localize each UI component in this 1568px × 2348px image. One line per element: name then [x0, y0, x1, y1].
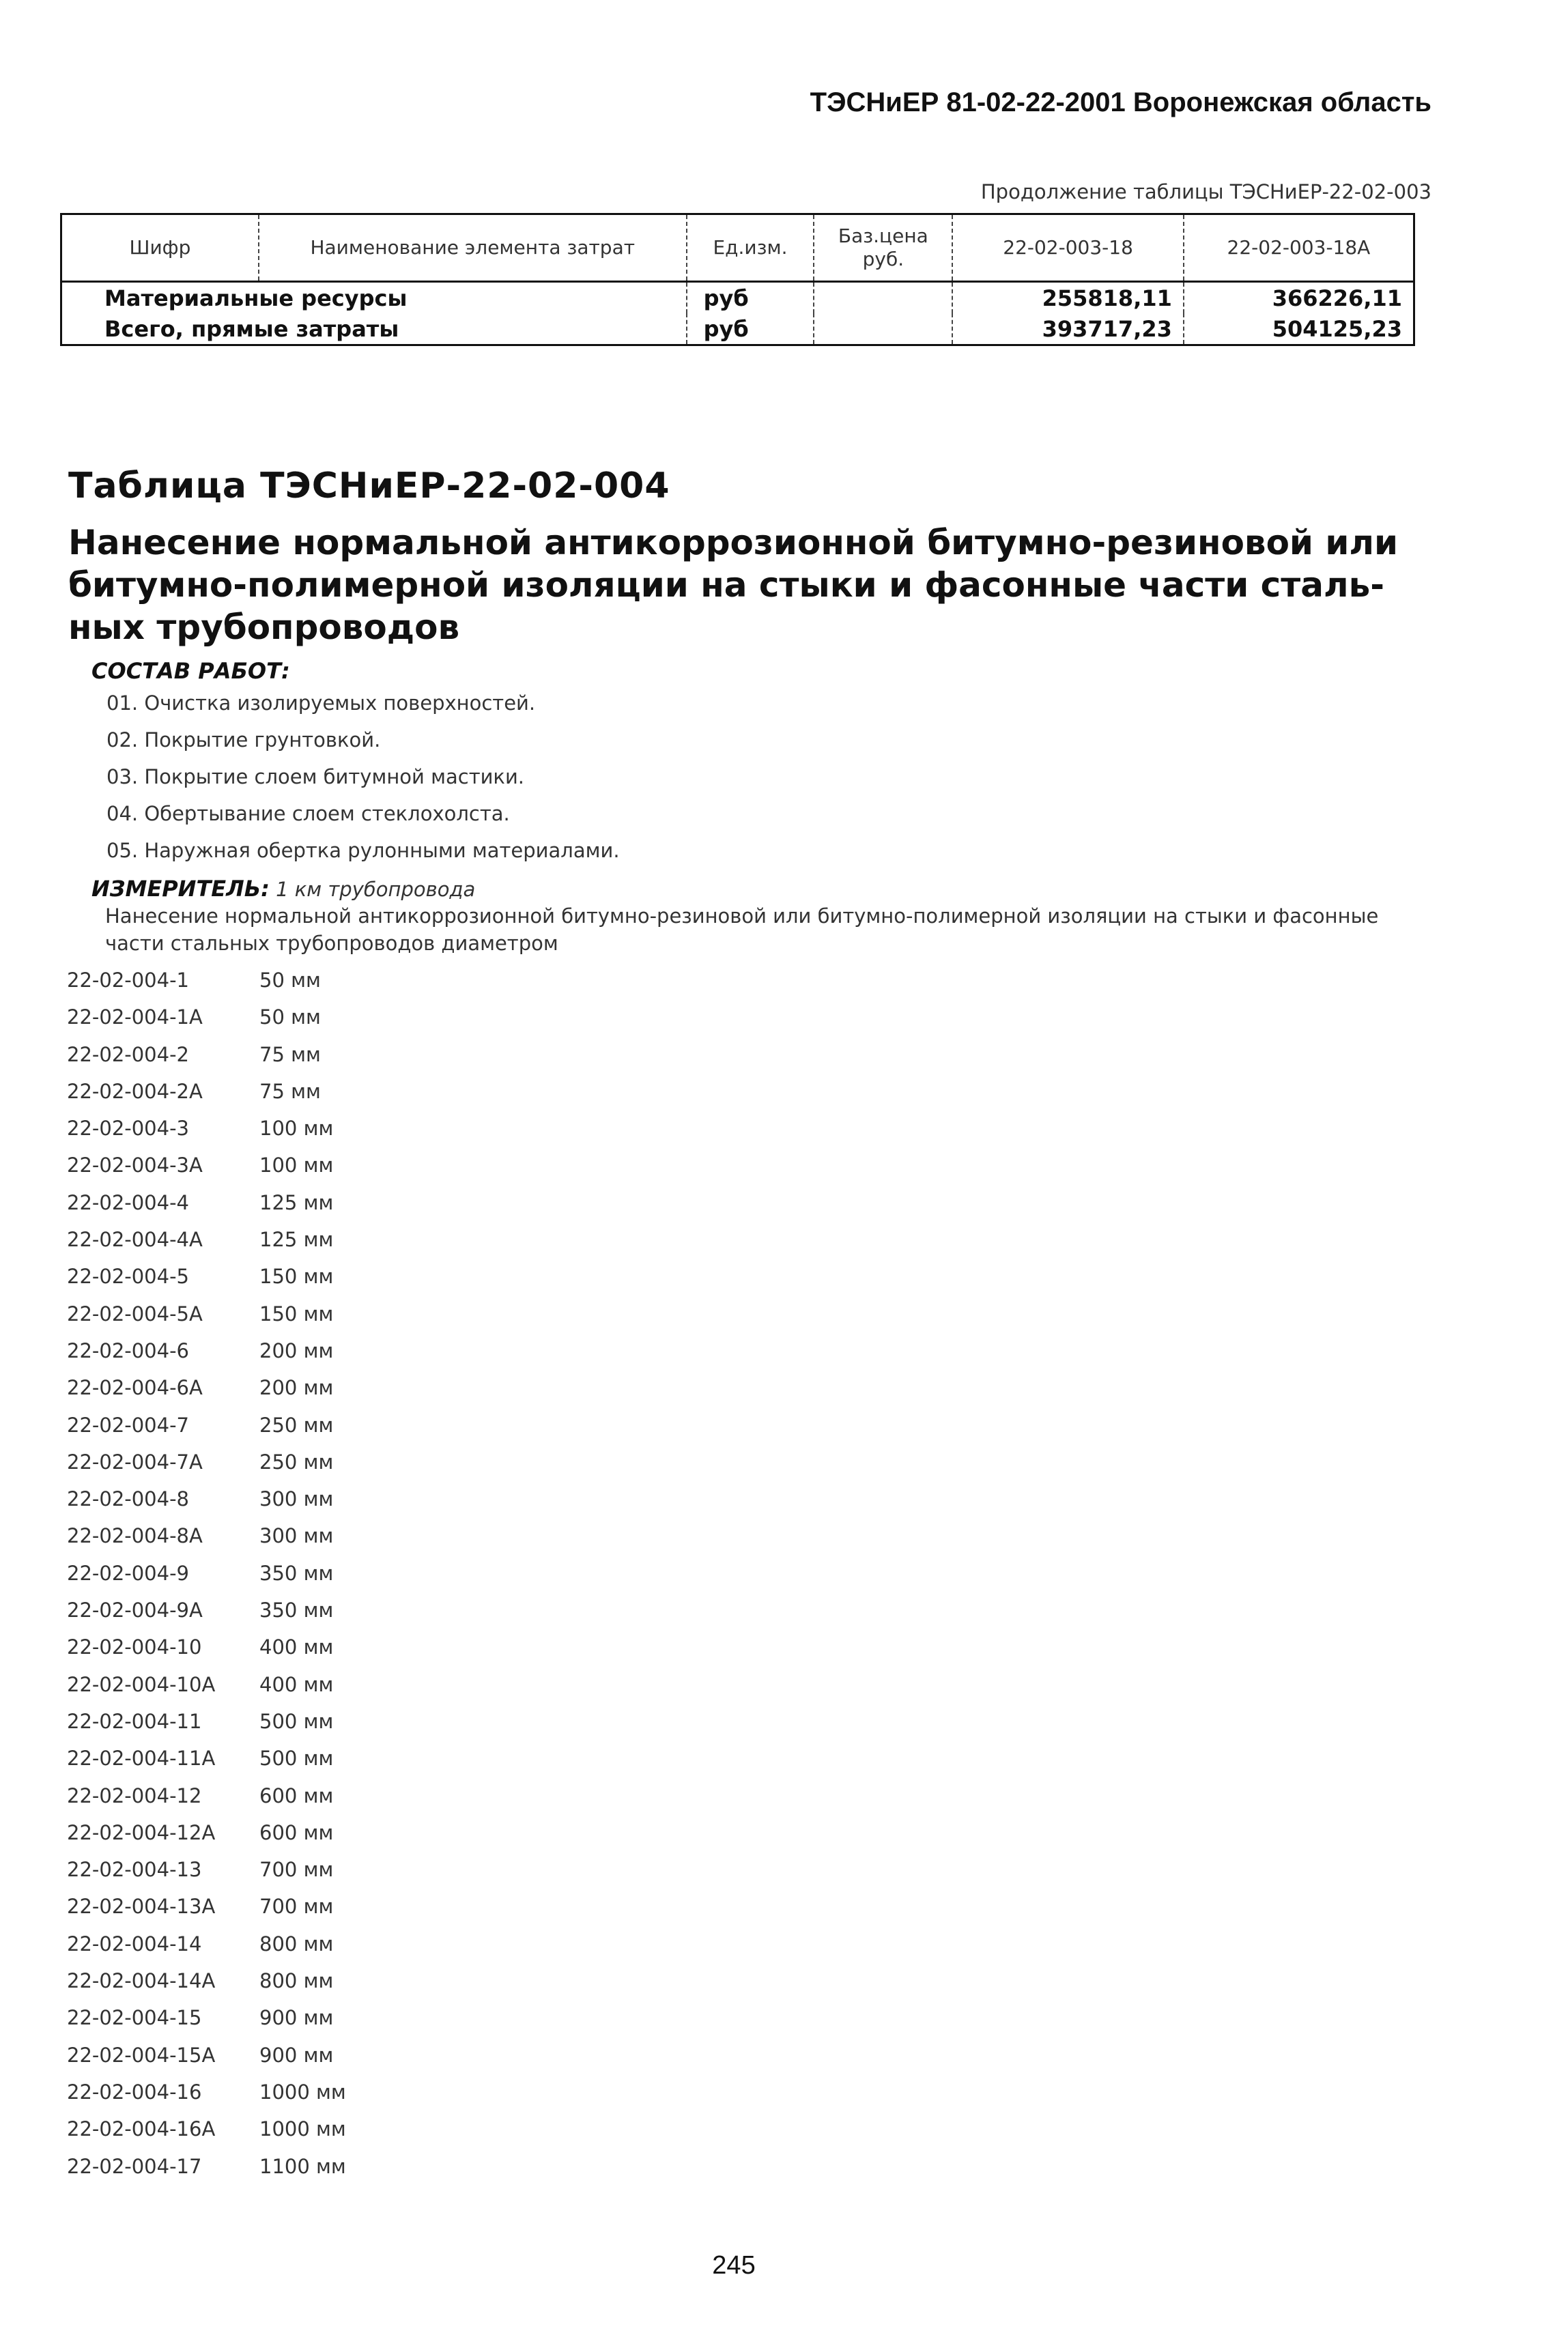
pipe-diameter: 50 мм: [259, 1005, 321, 1029]
list-item: [67, 1115, 346, 1151]
list-item: [67, 1448, 346, 1485]
row-base-price: [814, 282, 952, 314]
works-label: СОСТАВ РАБОТ:: [91, 658, 290, 684]
pipe-diameter: 600 мм: [259, 1784, 334, 1807]
norm-code: 22-02-004-5А: [67, 1302, 203, 1326]
norm-code: 22-02-004-12: [67, 1784, 202, 1807]
row-value-1: 393717,23: [952, 313, 1184, 345]
list-item: [67, 1263, 346, 1300]
norm-code: 22-02-004-7: [67, 1413, 189, 1437]
list-item: [67, 1967, 346, 2004]
column-header-code: Шифр: [61, 214, 259, 282]
pipe-diameter: 125 мм: [259, 1190, 334, 1214]
row-base-price: [814, 313, 952, 345]
norm-code: 22-02-004-15: [67, 2006, 202, 2030]
norm-code: 22-02-004-3: [67, 1117, 189, 1141]
list-item: [67, 1078, 346, 1115]
codes-list: [67, 967, 346, 2190]
pipe-diameter: 400 мм: [259, 1635, 334, 1659]
pipe-diameter: 50 мм: [259, 969, 321, 992]
norm-code: 22-02-004-15А: [67, 2043, 216, 2067]
norm-code: 22-02-004-2А: [67, 1079, 203, 1103]
row-value-1: 255818,11: [952, 282, 1184, 314]
pipe-diameter: 75 мм: [259, 1079, 321, 1103]
norm-code: 22-02-004-8А: [67, 1524, 203, 1548]
table-row: [61, 282, 1414, 314]
meter-value: 1 км трубопровода: [276, 878, 476, 901]
meter-label: ИЗМЕРИТЕЛЬ:: [91, 876, 270, 902]
norm-code: 22-02-004-9: [67, 1561, 189, 1585]
list-item: [67, 1708, 346, 1745]
list-item: [67, 1226, 346, 1263]
pipe-diameter: 400 мм: [259, 1672, 334, 1696]
pipe-diameter: 300 мм: [259, 1524, 334, 1548]
pipe-diameter: 700 мм: [259, 1895, 334, 1919]
list-item: [67, 1151, 346, 1188]
table-description: Нанесение нормальной антикоррозионной битумно-резиновой или битумно-полимерной изоляции на стыки и фасонные части сталь-ных трубопроводов: [68, 523, 1399, 647]
list-item: [67, 2004, 346, 2041]
list-item: [67, 1597, 346, 1633]
list-item: [67, 1374, 346, 1411]
row-value-2: 504125,23: [1184, 313, 1414, 345]
pipe-diameter: 900 мм: [259, 2043, 334, 2067]
norm-code: 22-02-004-7А: [67, 1450, 203, 1474]
list-item: [67, 967, 346, 1003]
norm-code: 22-02-004-14А: [67, 1969, 216, 1993]
list-item: [67, 1189, 346, 1226]
list-item: [67, 2042, 346, 2078]
row-unit: руб: [687, 313, 814, 345]
norm-code: 22-02-004-11: [67, 1709, 202, 1733]
pipe-diameter: 250 мм: [259, 1413, 334, 1437]
pipe-diameter: 300 мм: [259, 1487, 334, 1511]
norm-code: 22-02-004-12А: [67, 1820, 216, 1844]
norm-code: 22-02-004-6: [67, 1338, 189, 1362]
works-list: [106, 689, 620, 874]
norm-code: 22-02-004-4: [67, 1190, 189, 1214]
pipe-diameter: 100 мм: [259, 1117, 334, 1141]
pipe-diameter: 75 мм: [259, 1042, 321, 1066]
pipe-diameter: 200 мм: [259, 1338, 334, 1362]
meter-description: Нанесение нормальной антикоррозионной битумно-резиновой или битумно-полимерной изоляции на стыки и фасонные части стальных трубопроводов диаметром: [105, 904, 1379, 955]
pipe-diameter: 1000 мм: [259, 2080, 346, 2104]
pipe-diameter: 600 мм: [259, 1820, 334, 1844]
list-item: [67, 2153, 346, 2190]
list-item: 04. Обертывание слоем стеклохолста.: [106, 802, 510, 825]
pipe-diameter: 100 мм: [259, 1154, 334, 1177]
table-title: Таблица ТЭСНиЕР-22-02-004: [68, 466, 670, 506]
page-header: ТЭСНиЕР 81-02-22-2001 Воронежская область: [810, 87, 1431, 117]
pipe-diameter: 150 мм: [259, 1265, 334, 1289]
pipe-diameter: 1000 мм: [259, 2117, 346, 2141]
list-item: [67, 1041, 346, 1078]
column-header-norm-1: 22-02-003-18: [952, 214, 1184, 282]
norm-code: 22-02-004-8: [67, 1487, 189, 1511]
norm-code: 22-02-004-2: [67, 1042, 189, 1066]
list-item: [67, 2115, 346, 2152]
norm-code: 22-02-004-16: [67, 2080, 202, 2104]
list-item: [67, 1300, 346, 1337]
norm-code: 22-02-004-10: [67, 1635, 202, 1659]
list-item: [67, 2078, 346, 2115]
list-item: [67, 1560, 346, 1597]
row-value-2: 366226,11: [1184, 282, 1414, 314]
list-item: [67, 1003, 346, 1040]
pipe-diameter: 250 мм: [259, 1450, 334, 1474]
pipe-diameter: 500 мм: [259, 1747, 334, 1771]
norm-code: 22-02-004-17: [67, 2154, 202, 2178]
norm-code: 22-02-004-16А: [67, 2117, 216, 2141]
list-item: [67, 1522, 346, 1559]
pipe-diameter: 800 мм: [259, 1969, 334, 1993]
list-item: [67, 1893, 346, 1930]
list-item: [67, 1782, 346, 1819]
pipe-diameter: 900 мм: [259, 2006, 334, 2030]
norm-code: 22-02-004-6А: [67, 1376, 203, 1400]
list-item: 01. Очистка изолируемых поверхностей.: [106, 691, 536, 715]
norm-code: 22-02-004-9А: [67, 1599, 203, 1622]
list-item: [67, 1337, 346, 1374]
list-item: [67, 1633, 346, 1670]
cost-table-header-row: [61, 214, 1414, 282]
pipe-diameter: 200 мм: [259, 1376, 334, 1400]
norm-code: 22-02-004-13А: [67, 1895, 216, 1919]
pipe-diameter: 500 мм: [259, 1709, 334, 1733]
continuation-caption: Продолжение таблицы ТЭСНиЕР-22-02-003: [980, 180, 1431, 203]
list-item: 05. Наружная обертка рулонными материалами.: [106, 839, 620, 862]
page-number: 245: [712, 2251, 756, 2280]
norm-code: 22-02-004-14: [67, 1932, 202, 1956]
row-unit: руб: [687, 282, 814, 314]
norm-code: 22-02-004-3А: [67, 1154, 203, 1177]
pipe-diameter: 700 мм: [259, 1858, 334, 1882]
list-item: [67, 1485, 346, 1522]
norm-code: 22-02-004-5: [67, 1265, 189, 1289]
column-header-base-price: Баз.цена руб.: [814, 214, 952, 282]
pipe-diameter: 150 мм: [259, 1302, 334, 1326]
pipe-diameter: 350 мм: [259, 1599, 334, 1622]
norm-code: 22-02-004-1: [67, 969, 189, 992]
list-item: 03. Покрытие слоем битумной мастики.: [106, 765, 525, 788]
list-item: [67, 1412, 346, 1448]
list-item: [67, 1930, 346, 1967]
pipe-diameter: 350 мм: [259, 1561, 334, 1585]
table-row: [61, 313, 1414, 345]
column-header-norm-2: 22-02-003-18А: [1184, 214, 1414, 282]
list-item: [67, 1671, 346, 1708]
pipe-diameter: 125 мм: [259, 1228, 334, 1252]
list-item: [67, 1856, 346, 1893]
column-header-unit: Ед.изм.: [687, 214, 814, 282]
row-name: Материальные ресурсы: [61, 282, 687, 314]
row-name: Всего, прямые затраты: [61, 313, 687, 345]
meter-line: [91, 876, 475, 902]
cost-table: [60, 213, 1415, 346]
norm-code: 22-02-004-4А: [67, 1228, 203, 1252]
pipe-diameter: 1100 мм: [259, 2154, 346, 2178]
norm-code: 22-02-004-1А: [67, 1005, 203, 1029]
pipe-diameter: 800 мм: [259, 1932, 334, 1956]
list-item: [67, 1745, 346, 1781]
norm-code: 22-02-004-11А: [67, 1747, 216, 1771]
norm-code: 22-02-004-10А: [67, 1672, 216, 1696]
column-header-name: Наименование элемента затрат: [259, 214, 687, 282]
list-item: 02. Покрытие грунтовкой.: [106, 728, 381, 751]
norm-code: 22-02-004-13: [67, 1858, 202, 1882]
list-item: [67, 1819, 346, 1856]
